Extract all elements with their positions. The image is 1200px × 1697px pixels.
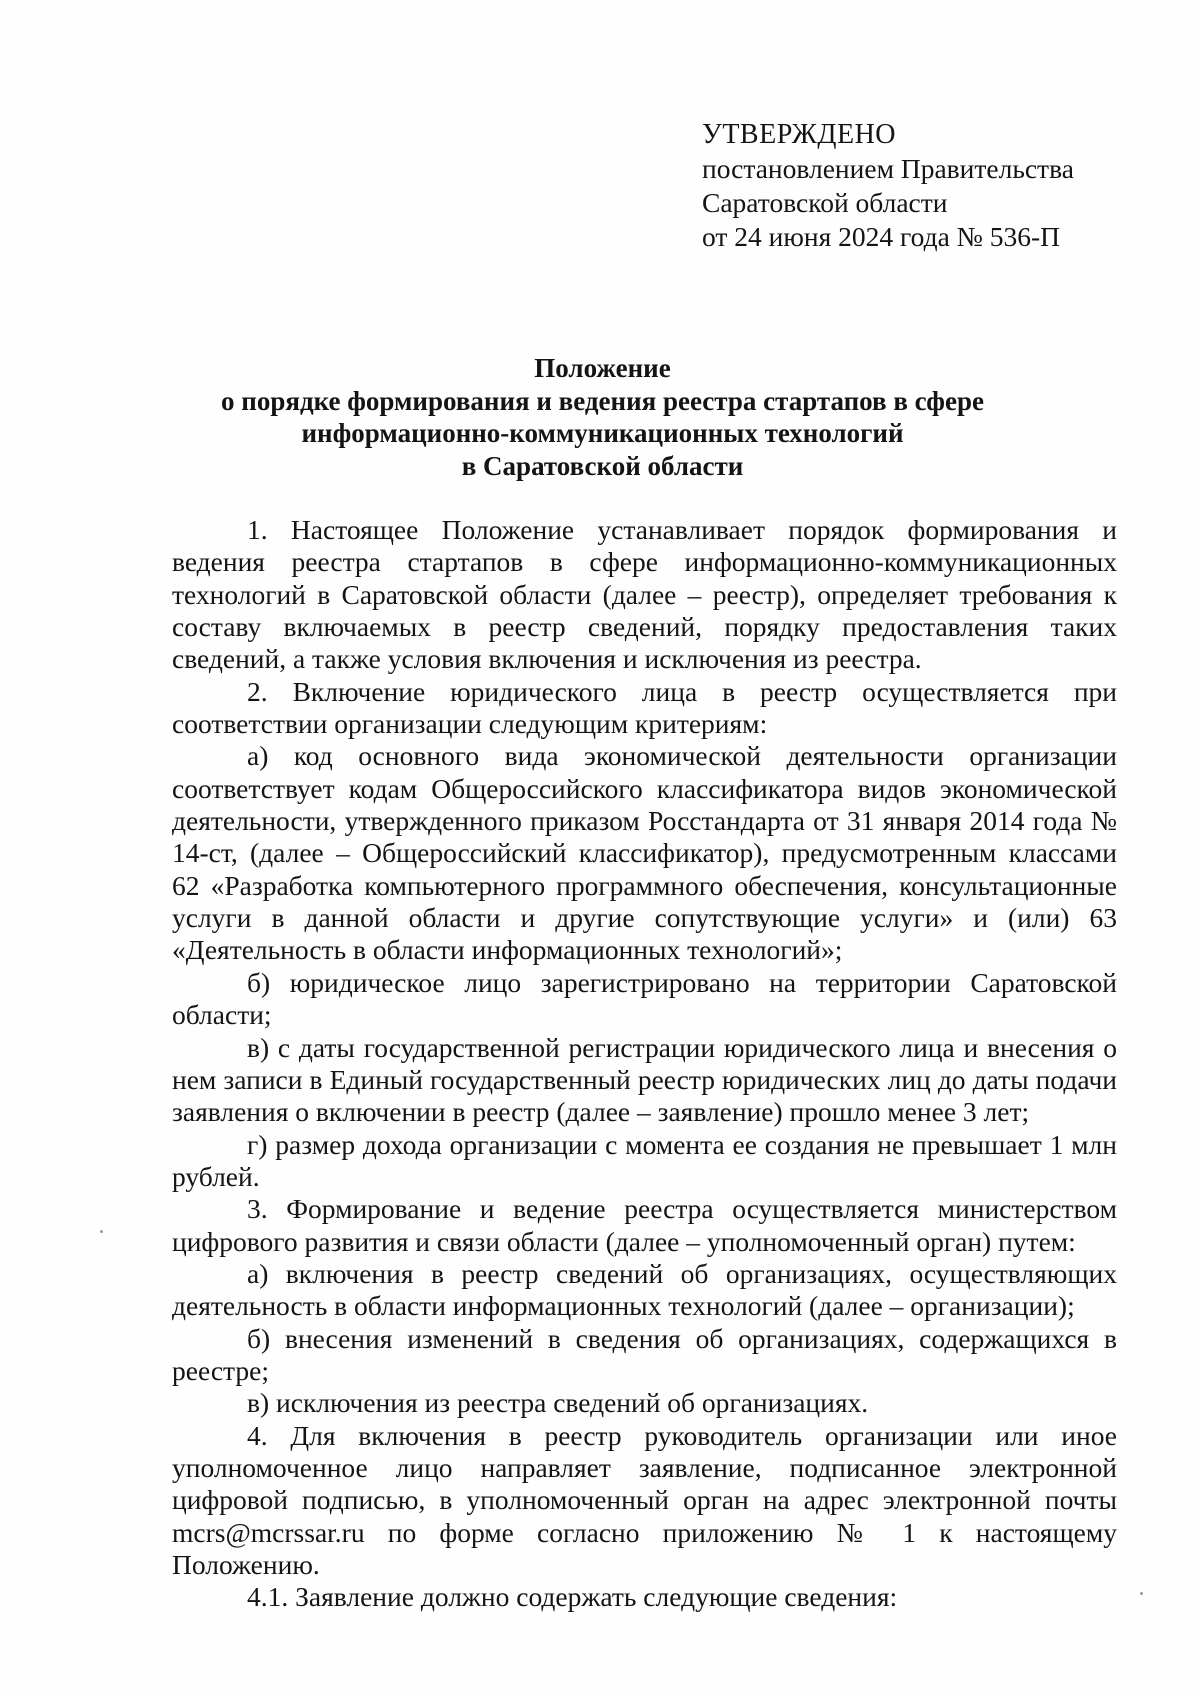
paragraph-3c: в) исключения из реестра сведений об организациях. — [247, 1387, 869, 1419]
paragraph-2d: г) размер дохода организации с момента ее создания не превышает 1 млн рублей. — [172, 1128, 1117, 1192]
document-title — [150, 352, 1055, 482]
paragraph-1: 1. Настоящее Положение устанавливает порядок формирования и ведения реестра стартапов в сфере информационно-коммуникационных технологий в Саратовской области (далее – реестр), определяет требования к составу включаемых в реестр сведений, порядку предоставления таких сведений, а также условия включения и исключения из реестра. — [172, 514, 1117, 675]
scan-speck — [100, 1230, 103, 1233]
title-line-1: Положение — [534, 353, 671, 383]
paragraph-2a: а) код основного вида экономической деятельности организации соответствует кодам Общероссийского классификатора видов экономической деятельности, утвержденного приказом Росстандарта от 31 января 2014 года № 14-ст, (далее – Общероссийский классификатор), предусмотренным классами 62 «Разработка компьютерного программного обеспечения, консультационные услуги в данной области и другие сопутствующие услуги» и (или) 63 «Деятельность в области информационных технологий»; — [172, 740, 1117, 966]
approval-line-date-number: от 24 июня 2024 года № 536-П — [702, 221, 1061, 252]
title-line-2: о порядке формирования и ведения реестра стартапов в сфере — [221, 385, 984, 416]
paragraph-4-1: 4.1. Заявление должно содержать следующие сведения: — [247, 1581, 898, 1613]
paragraph-3: 3. Формирование и ведение реестра осуществляется министерством цифрового развития и связи области (далее – уполномоченный орган) путем: — [172, 1193, 1117, 1257]
paragraph-2b: б) юридическое лицо зарегистрировано на территории Саратовской области; — [172, 966, 1117, 1031]
paragraph-2: 2. Включение юридического лица в реестр осуществляется при соответствии организации следующим критериям: — [172, 675, 1117, 740]
title-line-4: в Саратовской области — [461, 450, 744, 481]
document-body — [172, 514, 1117, 1614]
approval-line-region: Саратовской области — [702, 187, 948, 218]
approval-line-decree: постановлением Правительства — [702, 153, 1074, 184]
paragraph-3a: а) включения в реестр сведений об организациях, осуществляющих деятельность в области информационных технологий (далее – организации); — [172, 1257, 1117, 1322]
scan-speck — [1140, 1592, 1143, 1595]
approval-heading: УТВЕРЖДЕНО — [702, 119, 897, 150]
paragraph-3b: б) внесения изменений в сведения об организациях, содержащихся в реестре; — [172, 1322, 1117, 1386]
paragraph-2c: в) с даты государственной регистрации юридического лица и внесения о нем записи в Единый государственный реестр юридических лиц до даты подачи заявления о включении в реестр (далее – заявление) прошло менее 3 лет; — [172, 1031, 1117, 1128]
approval-stamp-block — [702, 118, 1162, 254]
title-line-3: информационно-коммуникационных технологий — [301, 418, 904, 448]
paragraph-4: 4. Для включения в реестр руководитель организации или иное уполномоченное лицо направляет заявление, подписанное электронной цифровой подписью, в уполномоченный орган на адрес электронной почты mcrs@mcrssar.ru по форме согласно приложению № 1 к настоящему Положению. — [172, 1419, 1117, 1580]
